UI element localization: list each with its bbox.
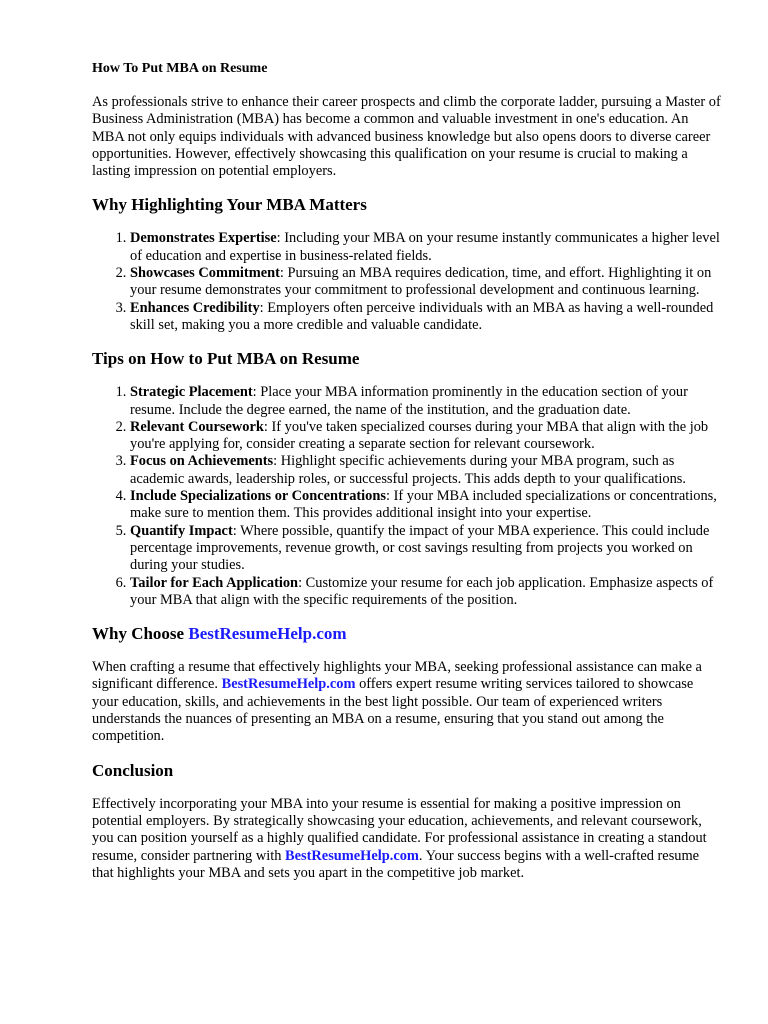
conclusion-site-link[interactable]: BestResumeHelp.com: [285, 847, 419, 864]
intro-paragraph: As professionals strive to enhance their career prospects and climb the corporate ladder, pursuing a Master of Business Administration (MBA) has become a common and valuable investment in one's education. An MBA not only equips individuals with advanced business knowledge but also opens doors to diverse career opportunities. However, effectively showcasing this qualification on your resume is crucial to making a lasting impression on potential employers.: [92, 94, 721, 180]
conclusion-paragraph: [92, 796, 722, 882]
list-item-text: : If you've taken specialized courses during your MBA that align with the job you're applying for, consider creating a separate section for relevant coursework.: [130, 418, 709, 453]
conclusion-text-after: . Your success begins with a well-crafted resume that highlights your MBA and sets you apart in the competitive job market.: [92, 847, 700, 881]
tips-list: [92, 384, 722, 609]
list-item-term: Quantify Impact: [130, 522, 233, 539]
choose-text-after: offers expert resume writing services tailored to showcase your education, skills, and achievements in the best light possible. Our team of experienced writers understands the nuances of presenting an MBA on a resume, ensuring that you stand out among the competition.: [92, 676, 694, 745]
list-item-text: : Place your MBA information prominently in the education section of your resume. Include the degree earned, the name of the institution, and the graduation date.: [130, 384, 688, 418]
list-item-term: Focus on Achievements: [130, 453, 274, 470]
list-item-text: : Where possible, quantify the impact of your MBA experience. This could include percentage improvements, revenue growth, or cost savings resulting from projects you worked on during your studies.: [130, 522, 710, 574]
list-item-text: : Including your MBA on your resume instantly communicates a higher level of education and expertise in business-related fields.: [130, 230, 720, 264]
list-item-text: : If your MBA included specializations or concentrations, make sure to mention them. This provides additional insight into your expertise.: [130, 488, 717, 522]
list-item-text: : Employers often perceive individuals with an MBA as having a well-rounded skill set, making you a more credible and valuable candidate.: [130, 299, 714, 333]
choose-paragraph: [92, 659, 722, 745]
document-title: How To Put MBA on Resume: [92, 61, 268, 76]
list-item: [130, 265, 722, 300]
document-page: [92, 60, 722, 896]
list-item: [130, 453, 722, 488]
body-site-link[interactable]: BestResumeHelp.com: [221, 676, 356, 693]
choose-heading-prefix: Why Choose: [92, 624, 189, 644]
heading-site-link[interactable]: BestResumeHelp.com: [188, 624, 347, 644]
list-item-term: Demonstrates Expertise: [130, 230, 277, 247]
list-item: [130, 523, 722, 575]
list-item-term: Include Specializations or Concentrations: [130, 488, 386, 505]
list-item-term: Relevant Coursework: [130, 418, 264, 435]
list-item: [130, 575, 722, 610]
list-item: [130, 384, 722, 419]
list-item-term: Tailor for Each Application: [130, 574, 299, 591]
conclusion-text-before: Effectively incorporating your MBA into your resume is essential for making a positive impression on potential employers. By strategically showcasing your education, achievements, and relevant coursework, you can position yourself as a highly qualified candidate. For professional assistance in creating a standout resume, consider partnering with: [92, 795, 707, 864]
list-item-term: Enhances Credibility: [130, 299, 260, 316]
list-item-text: : Customize your resume for each job application. Emphasize aspects of your MBA that align with the specific requirements of the position.: [130, 574, 714, 608]
list-item-term: Strategic Placement: [130, 384, 253, 401]
why-heading: Why Highlighting Your MBA Matters: [92, 195, 367, 215]
why-list: [92, 230, 722, 334]
list-item-text: : Highlight specific achievements during your MBA program, such as academic awards, leadership roles, or successful projects. This adds depth to your qualifications.: [130, 453, 687, 487]
list-item-term: Showcases Commitment: [130, 265, 280, 282]
list-item: [130, 300, 722, 335]
conclusion-heading: Conclusion: [92, 760, 174, 780]
choose-heading: [92, 623, 722, 645]
tips-heading: Tips on How to Put MBA on Resume: [92, 349, 360, 369]
list-item: [130, 488, 722, 523]
list-item-text: : Pursuing an MBA requires dedication, time, and effort. Highlighting it on your resume demonstrates your commitment to professional development and continuous learning.: [130, 265, 712, 299]
list-item: [130, 419, 722, 454]
list-item: [130, 230, 722, 265]
choose-text-before: When crafting a resume that effectively highlights your MBA, seeking professional assistance can make a significant difference.: [92, 659, 702, 693]
